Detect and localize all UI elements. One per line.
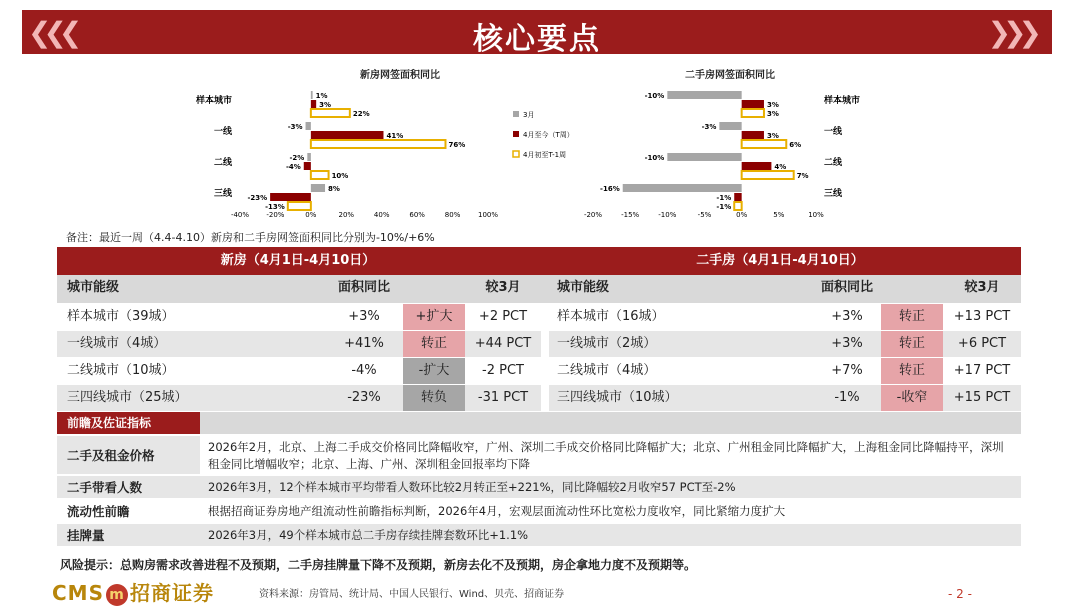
- bar-t1: [311, 109, 350, 117]
- category-label: 二线: [824, 158, 843, 168]
- bar-mar: [306, 122, 311, 130]
- indicator-value: 2026年3月，49个样本城市总二手房存续挂牌套数环比+1.1%: [208, 528, 529, 542]
- cms-logo: CMS m 招商证券: [52, 581, 214, 605]
- bar-t: [734, 193, 741, 201]
- table-row: [57, 385, 1021, 411]
- col-vs-2: 较3月: [964, 280, 1000, 295]
- table-column-header: [57, 275, 1021, 303]
- data-label: 22%: [352, 110, 370, 118]
- city-cell: 二线城市（4城）: [557, 363, 657, 378]
- category-label: 三线: [824, 189, 843, 199]
- data-label: -1%: [716, 203, 732, 211]
- tick-label: 20%: [338, 211, 355, 219]
- tick-label: 10%: [808, 211, 824, 219]
- col-area-2: 面积同比: [820, 280, 873, 295]
- spacer: [541, 358, 549, 384]
- spacer: [541, 304, 549, 330]
- city-cell: 样本城市（16城）: [557, 309, 665, 324]
- bar-t: [742, 131, 764, 139]
- chevron-left-decor-icon: ❮❮❮: [28, 16, 75, 49]
- trend-tag: 转正: [881, 304, 943, 330]
- col-city-2: 城市能级: [557, 280, 610, 295]
- data-label: 10%: [331, 172, 349, 180]
- vs-cell: +13 PCT: [953, 309, 1011, 324]
- tick-label: -15%: [621, 211, 640, 219]
- vs-cell: +6 PCT: [943, 331, 1021, 357]
- tick-label: -20%: [583, 211, 603, 219]
- trend-tag: +扩大: [403, 304, 465, 330]
- category-label: 一线: [824, 127, 843, 137]
- trend-tag: 转正: [403, 331, 465, 357]
- tick-label: -40%: [230, 211, 250, 219]
- chart-note: 备注：最近一周（4.4-4.10）新房和二手房网签面积同比分别为-10%/+6%: [66, 231, 435, 244]
- data-label: 41%: [386, 132, 404, 140]
- bar-t: [311, 100, 316, 108]
- data-label: 3%: [319, 101, 332, 109]
- vs-cell: +44 PCT: [465, 331, 541, 357]
- bar-t: [270, 193, 311, 201]
- trend-tag: 转正: [881, 331, 943, 357]
- data-label: -13%: [265, 203, 285, 211]
- legend-swatch: [513, 111, 519, 117]
- indicator-key: 二手及租金价格: [67, 448, 155, 463]
- tick-label: -5%: [697, 211, 712, 219]
- data-label: -1%: [716, 194, 732, 202]
- data-label: -3%: [701, 123, 717, 131]
- city-cell: 一线城市（2城）: [549, 331, 813, 357]
- col-area: 面积同比: [337, 280, 390, 295]
- indicator-row: [57, 500, 1021, 522]
- city-cell: 二线城市（10城）: [67, 363, 175, 378]
- col-vs: 较3月: [485, 280, 521, 295]
- table-row: [57, 304, 1021, 330]
- bar-t1: [311, 140, 446, 148]
- indicator-title: 前瞻及佐证指标: [57, 412, 200, 434]
- indicator-value: 2026年2月，北京、上海二手成交价格同比降幅收窄，广州、深圳二手成交价格同比降幅扩大；北京、广州租金同比降幅扩大，上海租金同比降幅持平，深圳租金同比增幅收窄；北京、上海、广州、深圳租金回报率均下降: [200, 436, 1021, 474]
- bar-mar: [311, 91, 313, 99]
- page-number: - 2 -: [948, 587, 972, 601]
- tick-label: 0%: [305, 211, 317, 219]
- bar-mar: [307, 153, 311, 161]
- city-cell: 一线城市（4城）: [57, 331, 325, 357]
- legend-label: 3月: [523, 111, 535, 119]
- spacer: [541, 331, 549, 357]
- legend-label: 4月初至T-1周: [523, 151, 567, 159]
- risk-warning: 风险提示：总购房需求改善进程不及预期，二手房挂牌量下降不及预期，新房去化不及预期，房企拿地力度不及预期等。: [60, 558, 697, 572]
- area-cell: +3%: [831, 309, 863, 324]
- data-label: 4%: [774, 163, 787, 171]
- bar-t1: [742, 109, 764, 117]
- tick-label: 0%: [736, 211, 748, 219]
- charts-area: [0, 0, 1080, 230]
- vs-cell: +17 PCT: [953, 363, 1011, 378]
- tick-label: 40%: [373, 211, 390, 219]
- trend-tag: 转负: [403, 385, 465, 411]
- bar-mar: [667, 91, 741, 99]
- vs-cell: -2 PCT: [482, 363, 524, 378]
- category-label: 三线: [213, 189, 232, 199]
- vs-cell: +2 PCT: [478, 309, 528, 324]
- tick-label: 80%: [444, 211, 461, 219]
- summary-table: [57, 247, 1021, 411]
- col-city: 城市能级: [67, 280, 120, 295]
- chart-title-second: 二手房网签面积同比: [685, 70, 775, 81]
- bar-t1: [734, 202, 741, 210]
- indicator-key: 流动性前瞻: [67, 504, 130, 519]
- bar-t1: [311, 171, 329, 179]
- area-cell: -23%: [325, 385, 403, 411]
- col-tag: [403, 275, 465, 303]
- data-label: -2%: [289, 154, 305, 162]
- col-tag-2: [881, 275, 943, 303]
- new-house-header: 新房（4月1日-4月10日）: [220, 253, 376, 268]
- data-label: 3%: [766, 110, 779, 118]
- data-source: 资料来源：房管局、统计局、中国人民银行、Wind、贝壳、招商证券: [259, 589, 565, 600]
- area-cell: +3%: [813, 331, 881, 357]
- indicator-value: 根据招商证券房地产组流动性前瞻指标判断，2026年4月，宏观层面流动性环比宽松力度收窄，同比紧缩力度扩大: [208, 504, 786, 518]
- logo-mark-icon: m: [106, 584, 128, 606]
- data-label: -16%: [600, 185, 620, 193]
- area-cell: +7%: [831, 363, 863, 378]
- bar-mar: [719, 122, 741, 130]
- second-house-header: 二手房（4月1日-4月10日）: [696, 253, 864, 268]
- vs-cell: +15 PCT: [943, 385, 1021, 411]
- city-cell: 三四线城市（25城）: [57, 385, 325, 411]
- indicator-row: [57, 524, 1021, 546]
- indicator-header: [57, 412, 1021, 434]
- data-label: 3%: [766, 101, 779, 109]
- vs-cell: -31 PCT: [465, 385, 541, 411]
- table-group-header: [57, 247, 1021, 275]
- indicator-row: [57, 436, 1021, 474]
- category-label: 二线: [213, 158, 232, 168]
- bar-mar: [623, 184, 742, 192]
- bar-t1: [288, 202, 311, 210]
- bar-t: [742, 162, 772, 170]
- bar-t: [304, 162, 311, 170]
- table-row: [57, 358, 1021, 384]
- legend-label: 4月至今（T周）: [523, 131, 574, 139]
- trend-tag: 转正: [881, 358, 943, 384]
- data-label: -10%: [644, 92, 665, 100]
- city-cell: 样本城市（39城）: [67, 309, 175, 324]
- bar-t: [311, 131, 384, 139]
- indicator-key: 挂牌量: [67, 528, 105, 543]
- spacer: [541, 385, 549, 411]
- data-label: 3%: [766, 132, 779, 140]
- trend-tag: -扩大: [403, 358, 465, 384]
- chart-title-new: 新房网签面积同比: [360, 70, 440, 81]
- table-row: [57, 331, 1021, 357]
- data-label: 7%: [796, 172, 809, 180]
- trend-tag: -收窄: [881, 385, 943, 411]
- data-label: 1%: [315, 92, 328, 100]
- data-label: 76%: [448, 141, 466, 149]
- category-label: 样本城市: [824, 96, 861, 106]
- bar-t: [742, 100, 764, 108]
- bar-t1: [742, 171, 794, 179]
- data-label: -23%: [247, 194, 268, 202]
- tick-label: 60%: [409, 211, 425, 219]
- tick-label: 100%: [477, 211, 499, 219]
- page-title: 核心要点: [473, 22, 601, 57]
- indicator-value: 2026年3月，12个样本城市平均带看人数环比较2月转正至+221%，同比降幅较2月收窄57 PCT至-2%: [208, 480, 736, 494]
- bar-t1: [742, 140, 787, 148]
- indicator-key: 二手带看人数: [67, 480, 143, 495]
- data-label: -10%: [644, 154, 665, 162]
- area-cell: -4%: [351, 363, 377, 378]
- area-cell: -1%: [813, 385, 881, 411]
- category-label: 样本城市: [195, 96, 232, 106]
- bar-mar: [667, 153, 741, 161]
- tick-label: 5%: [773, 211, 785, 219]
- data-label: -4%: [285, 163, 301, 171]
- data-label: -3%: [287, 123, 303, 131]
- category-label: 一线: [213, 127, 232, 137]
- city-cell: 三四线城市（10城）: [549, 385, 813, 411]
- data-label: 8%: [328, 185, 340, 193]
- tick-label: -20%: [266, 211, 285, 219]
- legend-swatch: [513, 151, 519, 157]
- tick-label: -10%: [658, 211, 677, 219]
- data-label: 6%: [789, 141, 802, 149]
- area-cell: +41%: [325, 331, 403, 357]
- chevron-right-decor-icon: ❯❯❯: [987, 16, 1034, 49]
- indicator-row: [57, 476, 1021, 498]
- area-cell: +3%: [348, 309, 380, 324]
- bar-mar: [311, 184, 325, 192]
- legend-swatch: [513, 131, 519, 137]
